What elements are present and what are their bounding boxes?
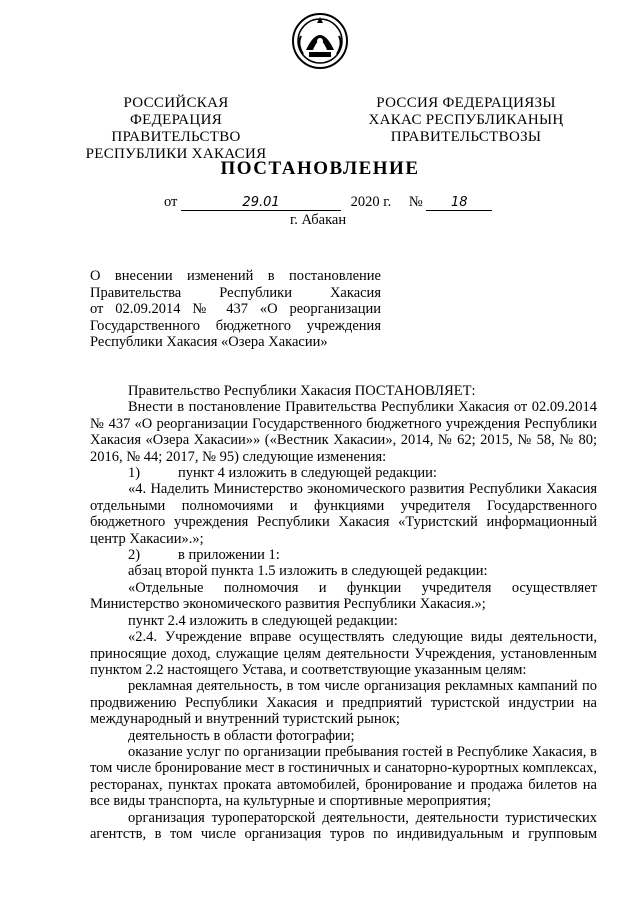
- list-item-number: 1): [128, 465, 141, 482]
- header-right-line: ХАКАС РЕСПУБЛИКАНЫҢ: [368, 112, 564, 128]
- document-title: ПОСТАНОВЛЕНИЕ: [220, 158, 420, 179]
- subject-line: от 02.09.2014 № 437 «О реорганизации: [90, 301, 381, 317]
- date-prefix: от: [164, 194, 178, 210]
- subject-line: О внесении изменений в постановление: [90, 268, 381, 284]
- subject-line: Государственного бюджетного учреждения: [90, 317, 381, 334]
- header-left-line: РЕСПУБЛИКИ ХАКАСИЯ: [85, 146, 267, 162]
- body-paragraph: пункт 2.4 изложить в следующей редакции:: [128, 612, 398, 629]
- body-paragraph: деятельность в области фотографии;: [128, 727, 355, 744]
- header-left-line: ПРАВИТЕЛЬСТВО: [111, 129, 241, 145]
- body-paragraph: «2.4. Учреждение вправе осуществлять следующие виды деятельности, приносящие доход, служащие целям деятельности Учреждения, установленным пунктом 2.2 настоящего Устава, и соответствующие указанным целям:: [90, 629, 597, 678]
- city-label: г. Абакан: [290, 212, 347, 228]
- date-number-line: [164, 194, 492, 211]
- list-item-text: пункт 4 изложить в следующей редакции:: [178, 465, 437, 482]
- number-handwritten: 18: [426, 196, 492, 211]
- year-label: 2020 г.: [350, 194, 392, 210]
- body-paragraph: «Отдельные полномочия и функции учредителя осуществляет Министерство экономического развития Республики Хакасия.»;: [90, 579, 597, 613]
- header-right-line: РОССИЯ ФЕДЕРАЦИЯЗЫ: [376, 95, 556, 111]
- number-sign: №: [408, 194, 423, 210]
- subject-line: Республики Хакасия «Озера Хакасии»: [90, 334, 328, 350]
- body-paragraph: оказание услуг по организации пребывания гостей в Республике Хакасия, в том числе бронирование мест в гостиничных и санаторно-курортных комплексах, ресторанах, пунктах проката автомобилей, бронирование и продажа билетов на все виды транспорта, на культурные и спортивные мероприятия;: [90, 743, 597, 810]
- list-item: [90, 465, 597, 481]
- header-right-line: ПРАВИТЕЛЬСТВОЗЫ: [390, 129, 542, 145]
- header-left-line: РОССИЙСКАЯ ФЕДЕРАЦИЯ: [123, 95, 229, 128]
- subject-block: [90, 268, 381, 351]
- list-item-number: 2): [128, 547, 141, 564]
- body-paragraph: рекламная деятельность, в том числе организация рекламных кампаний по продвижению Республики Хакасия и предприятий туристской индустрии на международный и внутренний туристский рынок;: [90, 678, 597, 728]
- body-paragraph: абзац второй пункта 1.5 изложить в следующей редакции:: [128, 563, 488, 580]
- header-left: [78, 95, 274, 163]
- list-item-text: в приложении 1:: [178, 547, 280, 564]
- subject-line: Правительства Республики Хакасия: [90, 284, 381, 301]
- body-paragraph: Внести в постановление Правительства Республики Хакасия от 02.09.2014 № 437 «О реорганизации Государственного бюджетного учреждения Республики Хакасия «Озера Хакасии»» («Вестник Хакасии», 2014, № 62; 2015, № 58, № 80; 2016, № 44; 2017, № 95) следующие изменения:: [90, 399, 597, 465]
- list-item: [90, 547, 597, 563]
- header-right: [368, 95, 564, 146]
- date-handwritten: 29.01: [181, 196, 341, 211]
- body-paragraph: Правительство Республики Хакасия ПОСТАНОВЛЯЕТ:: [128, 383, 476, 399]
- document-body: [90, 383, 597, 842]
- coat-of-arms-emblem: [291, 10, 349, 72]
- body-paragraph: организация туроператорской деятельности, деятельности туристических агентств, в том числе организация туров по индивидуальным и групповым: [90, 809, 597, 842]
- body-paragraph: «4. Наделить Министерство экономического развития Республики Хакасия отдельными полномочиями и функциями учредителя Государственного бюджетного учреждения Республики Хакасия «Туристский информационный центр Хакасии».»;: [90, 481, 597, 547]
